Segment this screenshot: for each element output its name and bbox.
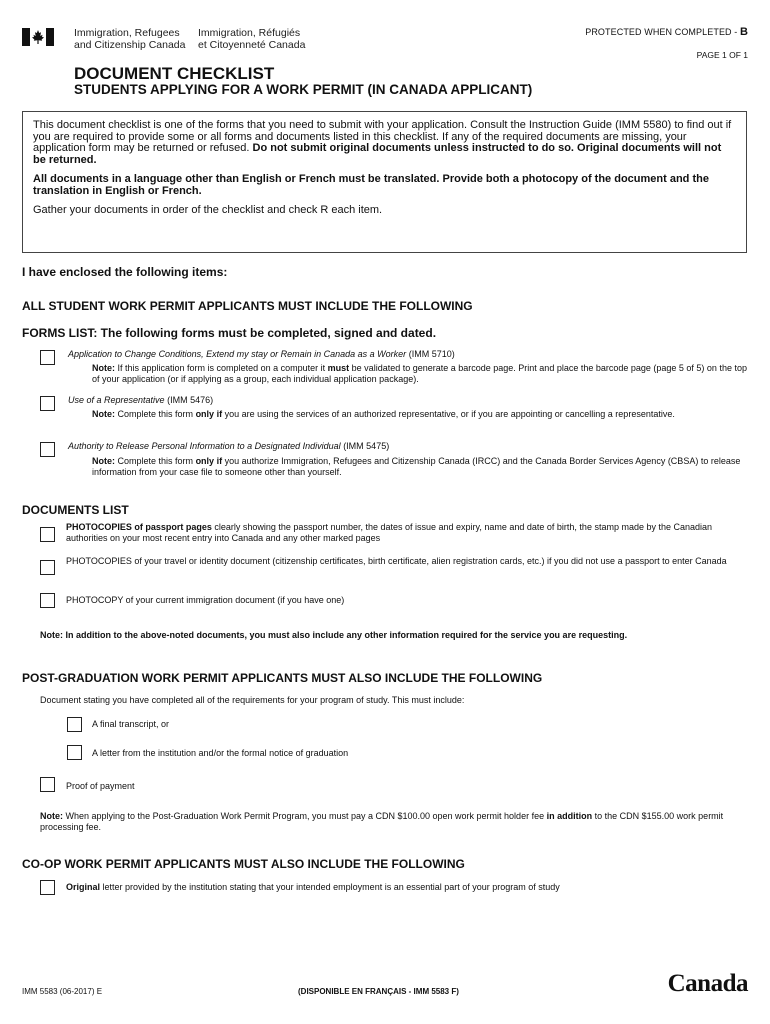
dept-fr-line1: Immigration, Réfugiés [198,27,301,39]
canada-wordmark: Canada [667,970,748,997]
checkbox-imm5476[interactable] [40,396,55,411]
pgwp-intro: Document stating you have completed all of the requirements for your program of study. This must include: [40,695,465,705]
pgwp-sub-item-letter: A letter from the institution and/or the formal notice of graduation [92,748,349,758]
coop-heading: CO-OP WORK PERMIT APPLICANTS MUST ALSO INCLUDE THE FOLLOWING [22,857,465,871]
protected-label [585,26,748,38]
checkbox-passport-pages[interactable] [40,527,55,542]
documents-note: Note: In addition to the above-noted documents, you must also include any other information required for the service you are requesting. [40,630,628,640]
coop-item: Original letter provided by the institution stating that your intended employment is an essential part of your program of study [66,882,560,892]
all-applicants-heading: ALL STUDENT WORK PERMIT APPLICANTS MUST INCLUDE THE FOLLOWING [22,299,473,313]
checkbox-immigration-document[interactable] [40,593,55,608]
protected-text: PROTECTED WHEN COMPLETED - [585,27,738,37]
dept-en-line1: Immigration, Refugees [74,27,180,39]
intro-para-1: This document checklist is one of the forms that you need to submit with your application. Consult the Instruction Guide (IMM 5580) to find out if you are required to provide some or all forms and documents listed in this checklist. If any of the required documents are missing, your application form may be returned or refused. Do not submit original documents unless instructed to do so. Original documents will not be returned. [33,119,732,166]
department-name-en [74,27,186,51]
form-note-imm5475: Note: Complete this form only if you authorize Immigration, Refugees and Citizenship Canada (IRCC) and the Canada Border Services Agency (CBSA) to release information from your case file to someone other than yourself. [92,456,741,477]
form-item-imm5710: Application to Change Conditions, Extend my stay or Remain in Canada as a Worker (IMM 5710) [68,349,455,359]
page-title: DOCUMENT CHECKLIST [74,64,275,83]
form-note-imm5476: Note: Complete this form only if you are using the services of an authorized representative, or if you are appointing or cancelling a representative. [92,409,675,419]
pgwp-sub-item-transcript: A final transcript, or [92,719,170,729]
form-id: IMM 5583 (06-2017) E [22,987,103,996]
french-availability: (DISPONIBLE EN FRANÇAIS - IMM 5583 F) [298,987,459,996]
pgwp-heading: POST-GRADUATION WORK PERMIT APPLICANTS MUST ALSO INCLUDE THE FOLLOWING [22,671,543,685]
checkbox-final-transcript[interactable] [67,717,82,732]
form-note-imm5710: Note: If this application form is completed on a computer it must be validated to generate a barcode page. Print and place the barcode page (page 5 of 5) on the top of your application (or if applying as a group, each individual application package). [92,363,747,384]
checkbox-graduation-letter[interactable] [67,745,82,760]
canada-flag-icon [22,28,54,46]
intro-para-3: Gather your documents in order of the checklist and check R each item. [33,204,383,216]
intro-box [22,111,747,253]
forms-list-heading: FORMS LIST: The following forms must be completed, signed and dated. [22,326,437,340]
enclosed-heading: I have enclosed the following items: [22,265,228,279]
document-item-passport: PHOTOCOPIES of passport pages clearly showing the passport number, the dates of issue and expiry, name and date of birth, the stamp made by the Canadian authorities on your most recent entry into Canada and any other marked pages [66,522,713,543]
intro-para-2: All documents in a language other than English or French must be translated. Provide both a photocopy of the document and the translation in English or French. [33,173,709,197]
dept-en-line2: and Citizenship Canada [74,39,186,51]
pgwp-payment: Proof of payment [66,781,135,791]
department-name-fr [198,27,305,51]
form-item-imm5475: Authority to Release Personal Information to a Designated Individual (IMM 5475) [68,441,390,451]
document-item-travel: PHOTOCOPIES of your travel or identity document (citizenship certificates, birth certificate, alien registration cards, etc.) if you did not use a passport to enter Canada [66,556,727,566]
document-item-immigration: PHOTOCOPY of your current immigration document (if you have one) [66,595,345,605]
dept-fr-line2: et Citoyenneté Canada [198,39,306,51]
page-subtitle: STUDENTS APPLYING FOR A WORK PERMIT (IN CANADA APPLICANT) [74,82,533,97]
checkbox-proof-of-payment[interactable] [40,777,55,792]
page-number: PAGE 1 OF 1 [696,50,748,60]
checkbox-coop-letter[interactable] [40,880,55,895]
protected-level: B [739,26,748,38]
form-item-imm5476: Use of a Representative (IMM 5476) [68,395,214,405]
documents-list-heading: DOCUMENTS LIST [22,503,129,517]
checkbox-imm5710[interactable] [40,350,55,365]
pgwp-note: Note: When applying to the Post-Graduation Work Permit Program, you must pay a CDN $100.00 open work permit holder fee in addition to the CDN $155.00 work permit processing fee. [40,811,724,832]
checkbox-travel-document[interactable] [40,560,55,575]
checkbox-imm5475[interactable] [40,442,55,457]
